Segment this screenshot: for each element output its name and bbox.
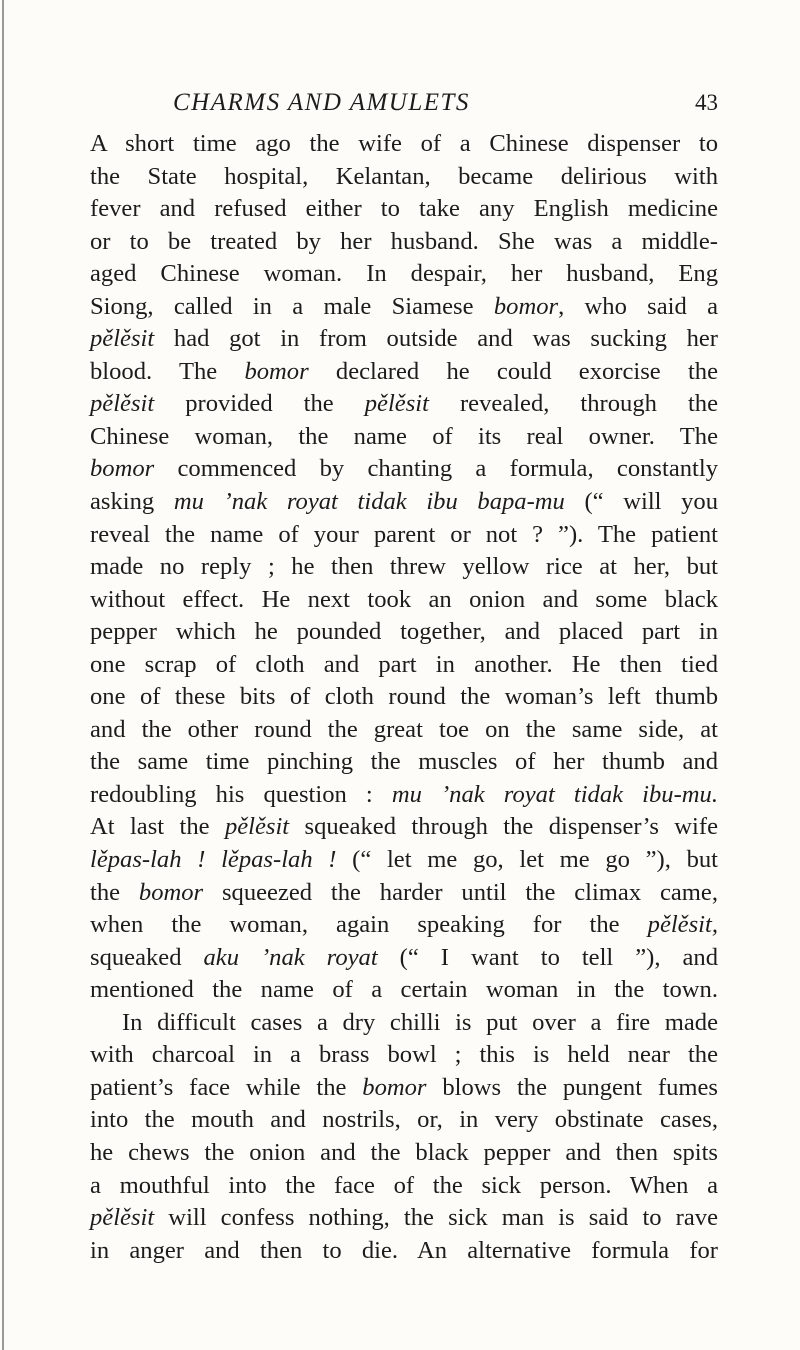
text-line: a mouthful into the face of the sick person. When a [90,1171,718,1199]
page-edge-shadow [2,0,4,1350]
text-line: Siong, called in a male Siamese bomor, who said a [90,292,719,320]
text-line: pepper which he pounded together, and placed part in [90,618,718,646]
text-line: fever and refused either to take any English medicine [90,195,718,223]
text-line: or to be treated by her husband. She was a middle- [90,227,718,255]
text-line: A short time ago the wife of a Chinese dispenser to [90,130,718,157]
body-text [90,128,718,1267]
text-line: mentioned the name of a certain woman in the town. [90,976,718,1004]
text-line: patient’s face while the bomor blows the pungent fumes [90,1073,718,1101]
running-head-title: CHARMS AND AMULETS [173,89,470,116]
running-head [90,88,718,128]
text-line: the State hospital, Kelantan, became delirious with [90,162,718,190]
text-line: with charcoal in a brass bowl ; this is held near the [90,1041,718,1069]
text-line: when the woman, again speaking for the pělěsit, [90,911,718,939]
text-line: the same time pinching the muscles of her thumb and [90,748,718,776]
book-page [90,88,718,1267]
text-line: Chinese woman, the name of its real owner. The [90,422,718,450]
text-line: pělěsit had got in from outside and was sucking her [90,325,718,353]
text-line: without effect. He next took an onion and some black [90,585,718,613]
text-line: bomor commenced by chanting a formula, constantly [90,455,718,483]
text-line: lěpas-lah ! lěpas-lah ! (“ let me go, let me go ”), but [90,846,718,874]
text-line: in anger and then to die. An alternative formula for [90,1236,718,1264]
text-line: redoubling his question : mu ’nak royat tidak ibu-mu. [90,780,718,808]
text-line: In difficult cases a dry chilli is put over a fire made [121,1008,718,1036]
text-line: blood. The bomor declared he could exorcise the [90,357,719,385]
text-line: aged Chinese woman. In despair, her husband, Eng [90,260,718,288]
text-line: At last the pělěsit squeaked through the dispenser’s wife [90,813,718,841]
text-line: reveal the name of your parent or not ? ”). The patient [90,520,718,548]
text-line: squeaked aku ’nak royat (“ I want to tell ”), and [90,943,718,971]
text-line: one of these bits of cloth round the woman’s left thumb [90,683,718,711]
text-line: one scrap of cloth and part in another. He then tied [90,650,718,678]
text-line: he chews the onion and the black pepper and then spits [90,1138,718,1166]
text-line: the bomor squeezed the harder until the climax came, [90,878,718,906]
page-number: 43 [695,90,718,115]
text-line: pělěsit provided the pělěsit revealed, through the [90,390,718,418]
text-line: pělěsit will confess nothing, the sick man is said to rave [90,1204,718,1232]
text-line: into the mouth and nostrils, or, in very obstinate cases, [90,1106,718,1134]
text-line: and the other round the great toe on the same side, at [90,715,718,743]
text-line: asking mu ’nak royat tidak ibu bapa-mu (“ will you [90,488,719,516]
text-line: made no reply ; he then threw yellow rice at her, but [90,553,718,581]
